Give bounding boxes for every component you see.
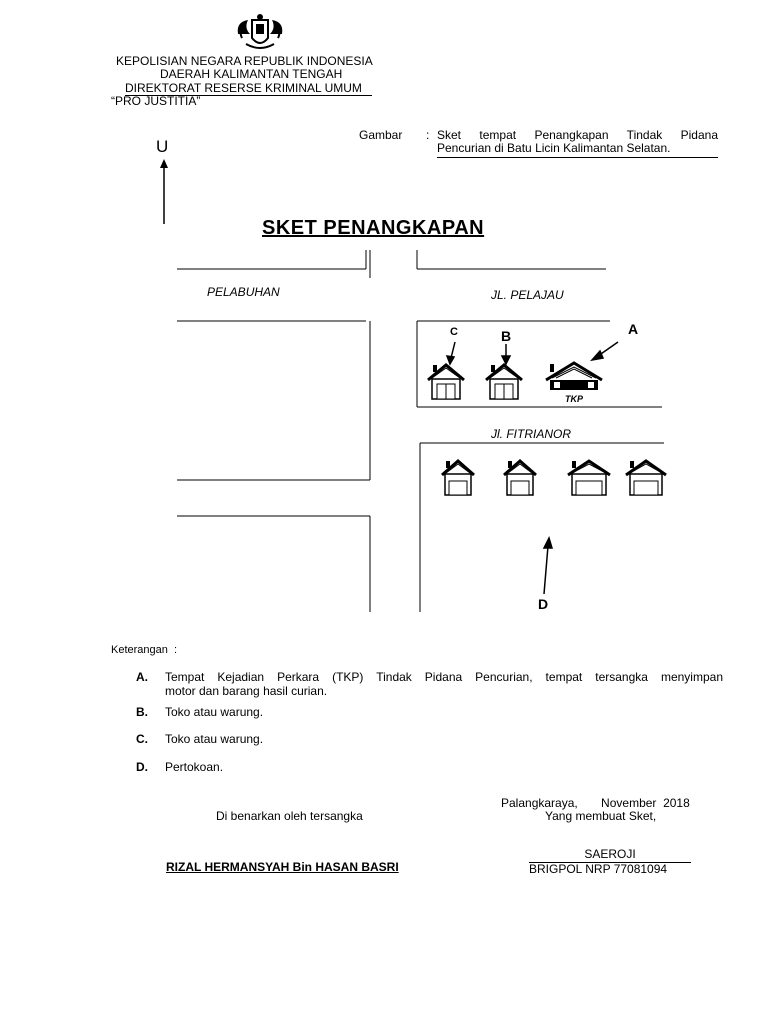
house-d1-icon [440,458,476,503]
label-pelabuhan: PELABUHAN [207,285,280,299]
header-line-1: KEPOLISIAN NEGARA REPUBLIK INDONESIA [116,54,373,68]
house-d3-icon [566,458,612,503]
marker-d: D [538,596,549,612]
officer-name: SAEROJI [529,847,691,863]
officer-rank: BRIGPOL NRP 77081094 [529,862,668,876]
notes-heading: Keterangan : [111,644,178,656]
notes-text-d: Pertokoan. [165,760,224,774]
house-b-icon [484,362,524,407]
notes-key-c: C. [136,732,148,746]
suspect-name: RIZAL HERMANSYAH Bin HASAN BASRI [166,860,399,874]
header-line-3: DIREKTORAT RESERSE KRIMINAL UMUM [125,82,372,96]
house-d2-icon [502,458,538,503]
made-by-label: Yang membuat Sket, [545,809,657,823]
compass-label: U [156,137,169,156]
house-d4-icon [624,458,668,503]
confirmed-by-label: Di benarkan oleh tersangka [216,809,363,823]
house-c-icon [426,362,466,407]
header-line-2: DAERAH KALIMANTAN TENGAH [160,67,343,81]
notes-key-b: B. [136,705,148,719]
notes-key-d: D. [136,760,148,774]
gambar-line-1: Sket tempat Penangkapan Tindak Pidana [437,128,718,142]
place-date: Palangkaraya, November 2018 [501,796,690,810]
notes-text-a-2: motor dan barang hasil curian. [165,684,328,698]
marker-c: C [450,326,458,338]
notes-text-c: Toko atau warung. [165,732,264,746]
header-line-4: “PRO JUSTITIA” [111,94,201,108]
tkp-label: TKP [565,394,583,404]
notes-key-a: A. [136,670,148,684]
gambar-label: Gambar [359,128,403,142]
gambar-line-2: Pencurian di Batu Licin Kalimantan Selatan. [437,141,718,158]
label-jl-fitrianor: Jl. FITRIANOR [491,427,571,441]
marker-b: B [501,328,512,344]
marker-a: A [628,321,639,337]
label-jl-pelajau: JL. PELAJAU [491,288,564,302]
page-title: SKET PENANGKAPAN [262,217,485,239]
notes-text-b: Toko atau warung. [165,705,264,719]
house-a-tkp-icon [544,360,604,399]
gambar-colon: : [426,128,430,142]
notes-text-a-1: Tempat Kejadian Perkara (TKP) Tindak Pidana Pencurian, tempat tersangka menyimpan [165,670,723,684]
